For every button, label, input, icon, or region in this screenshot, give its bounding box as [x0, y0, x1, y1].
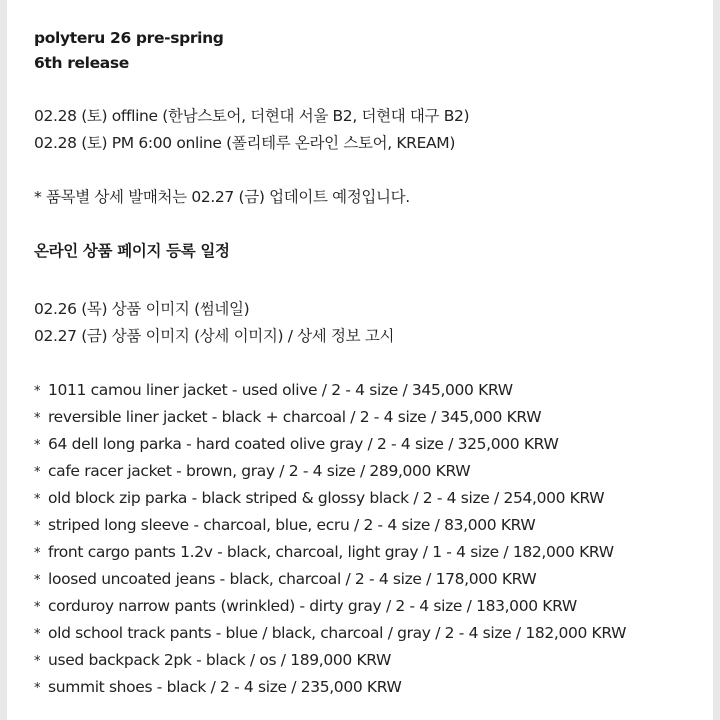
- asterisk-bullet-icon: *: [34, 465, 41, 480]
- product-item: [34, 647, 713, 674]
- schedule-online: 02.28 (토) PM 6:00 online (폴리테루 온라인 스토어, KREAM): [34, 134, 456, 152]
- product-item: [34, 512, 713, 539]
- asterisk-bullet-icon: *: [34, 600, 41, 615]
- product-text: loosed uncoated jeans - black, charcoal / 2 - 4 size / 178,000 KRW: [48, 570, 537, 588]
- product-text: old school track pants - blue / black, charcoal / gray / 2 - 4 size / 182,000 KRW: [48, 624, 627, 642]
- product-text: used backpack 2pk - black / os / 189,000 KRW: [48, 651, 392, 669]
- product-item: [34, 593, 713, 620]
- asterisk-bullet-icon: *: [34, 573, 41, 588]
- online-section-heading: 온라인 상품 페이지 등록 일정: [34, 242, 230, 260]
- product-text: 64 dell long parka - hard coated olive gray / 2 - 4 size / 325,000 KRW: [48, 435, 559, 453]
- product-item: [34, 458, 713, 485]
- online-schedule-item: 02.27 (금) 상품 이미지 (상세 이미지) / 상세 정보 고시: [34, 327, 395, 345]
- asterisk-bullet-icon: *: [34, 492, 41, 507]
- product-item: [34, 404, 713, 431]
- release-note: * 품목별 상세 발매처는 02.27 (금) 업데이트 예정입니다.: [34, 188, 410, 206]
- product-text: corduroy narrow pants (wrinkled) - dirty gray / 2 - 4 size / 183,000 KRW: [48, 597, 577, 615]
- product-text: old block zip parka - black striped & glossy black / 2 - 4 size / 254,000 KRW: [48, 489, 605, 507]
- title-line-2: 6th release: [34, 54, 129, 72]
- release-title: [34, 26, 713, 76]
- online-schedule-list: [34, 296, 713, 350]
- asterisk-bullet-icon: *: [34, 438, 41, 453]
- spacer: [34, 265, 713, 296]
- product-item: [34, 377, 713, 404]
- product-item: [34, 566, 713, 593]
- asterisk-bullet-icon: *: [34, 411, 41, 426]
- product-text: striped long sleeve - charcoal, blue, ecru / 2 - 4 size / 83,000 KRW: [48, 516, 536, 534]
- product-text: cafe racer jacket - brown, gray / 2 - 4 size / 289,000 KRW: [48, 462, 471, 480]
- spacer: [34, 211, 713, 238]
- spacer: [34, 76, 713, 103]
- asterisk-bullet-icon: *: [34, 627, 41, 642]
- product-item: [34, 539, 713, 566]
- product-item: [34, 431, 713, 458]
- asterisk-bullet-icon: *: [34, 546, 41, 561]
- document-content: [34, 26, 713, 701]
- product-item: [34, 485, 713, 512]
- release-schedule: [34, 103, 713, 157]
- online-schedule-item: 02.26 (목) 상품 이미지 (썸네일): [34, 300, 250, 318]
- schedule-offline: 02.28 (토) offline (한남스토어, 더현대 서울 B2, 더현대 대구 B2): [34, 107, 470, 125]
- product-list: [34, 377, 713, 701]
- asterisk-bullet-icon: *: [34, 681, 41, 696]
- asterisk-bullet-icon: *: [34, 519, 41, 534]
- product-item: [34, 674, 713, 701]
- title-line-1: polyteru 26 pre-spring: [34, 29, 224, 47]
- product-text: summit shoes - black / 2 - 4 size / 235,000 KRW: [48, 678, 402, 696]
- product-text: 1011 camou liner jacket - used olive / 2 - 4 size / 345,000 KRW: [48, 381, 513, 399]
- spacer: [34, 350, 713, 377]
- product-text: front cargo pants 1.2v - black, charcoal, light gray / 1 - 4 size / 182,000 KRW: [48, 543, 614, 561]
- asterisk-bullet-icon: *: [34, 384, 41, 399]
- spacer: [34, 157, 713, 184]
- product-item: [34, 620, 713, 647]
- document-page: [7, 0, 713, 720]
- asterisk-bullet-icon: *: [34, 654, 41, 669]
- product-text: reversible liner jacket - black + charcoal / 2 - 4 size / 345,000 KRW: [48, 408, 542, 426]
